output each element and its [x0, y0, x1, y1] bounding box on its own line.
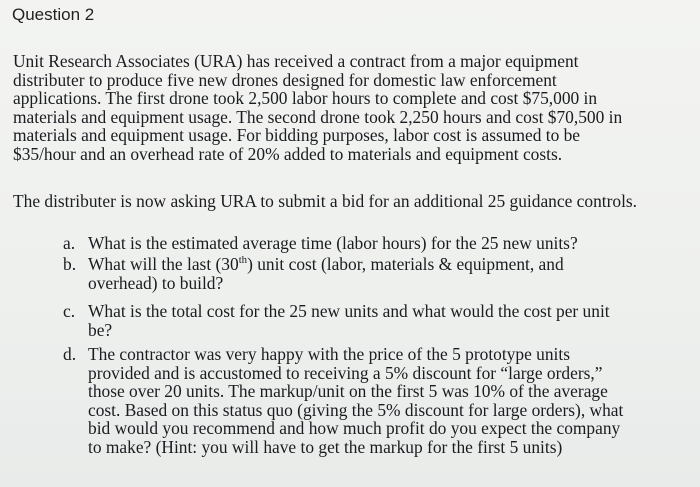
- bid-request-paragraph: [13, 192, 637, 211]
- sub-question-line: bid would you recommend and how much profit do you expect the company: [88, 418, 621, 439]
- sub-question-line: What is the estimated average time (labor hours) for the 25 new units?: [88, 233, 578, 253]
- sub-question-line: overhead) to build?: [88, 272, 224, 293]
- paragraph-line: materials and equipment usage. The second drone took 2,250 hours and cost $70,500 in: [13, 106, 623, 127]
- sub-question-text: [88, 234, 578, 253]
- paragraph-line: applications. The first drone took 2,500 labor hours to complete and cost $75,000 in: [13, 88, 598, 109]
- sub-question-line: be?: [88, 319, 113, 340]
- paragraph-line: $35/hour and an overhead rate of 20% added to materials and equipment costs.: [13, 143, 563, 164]
- sub-question-text: [88, 302, 610, 339]
- list-marker: c.: [63, 301, 76, 321]
- sub-question-line: to make? (Hint: you will have to get the markup for the first 5 units): [88, 436, 563, 457]
- sub-question-text: [88, 345, 623, 457]
- sub-question-line: What is the total cost for the 25 new units and what would the cost per unit: [88, 301, 610, 321]
- paragraph-line: materials and equipment usage. For bidding purposes, labor cost is assumed to be: [13, 125, 581, 146]
- paragraph-line: Unit Research Associates (URA) has received a contract from a major equipment: [13, 51, 579, 71]
- paragraph-line: distributer to produce five new drones designed for domestic law enforcement: [13, 69, 557, 90]
- paragraph-line: The distributer is now asking URA to submit a bid for an additional 25 guidance controls.: [13, 191, 638, 211]
- sub-question-line: cost. Based on this status quo (giving the 5% discount for large orders), what: [88, 399, 624, 420]
- sub-question-line: What will the last (30th) unit cost (labor, materials & equipment, and: [88, 254, 564, 274]
- sub-question-line: provided and is accustomed to receiving a 5% discount for “large orders,”: [88, 362, 603, 383]
- list-marker: d.: [63, 344, 77, 364]
- list-marker: b.: [63, 254, 77, 274]
- question-title: Question 2: [12, 5, 95, 24]
- sub-question-text: [88, 255, 564, 292]
- sub-question-line: those over 20 units. The markup/unit on the first 5 was 10% of the average: [88, 381, 608, 402]
- problem-statement-paragraph: [13, 52, 622, 164]
- list-marker: a.: [63, 233, 76, 253]
- sub-question-line: The contractor was very happy with the price of the 5 prototype units: [88, 344, 570, 364]
